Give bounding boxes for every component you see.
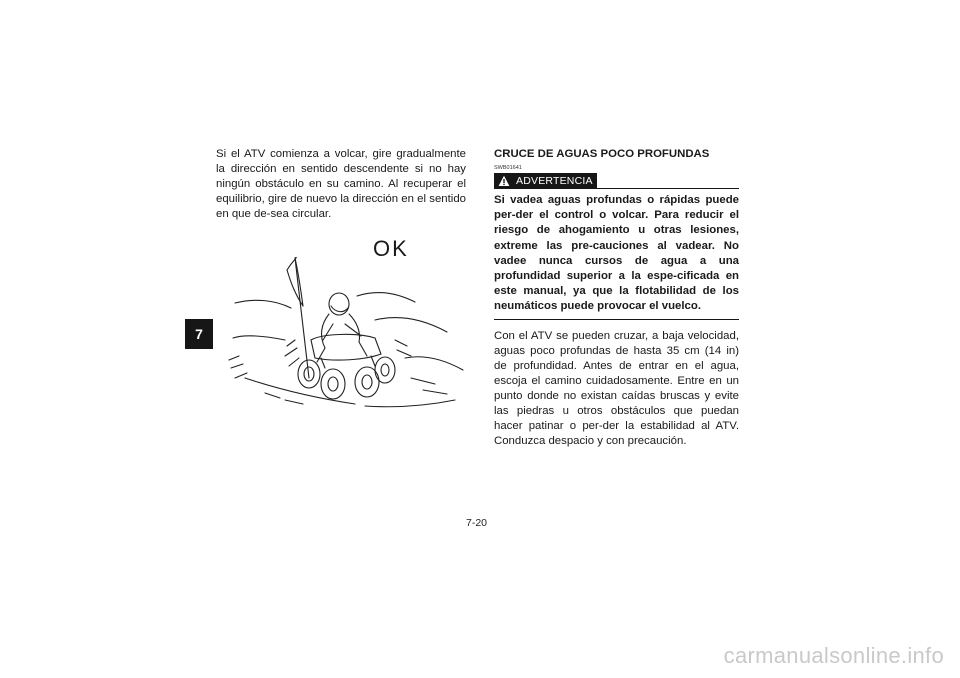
- right-paragraph: Con el ATV se pueden cruzar, a baja velocidad, aguas poco profundas de hasta 35 cm (14 in) de profundidad. Antes de entrar en el agua, escoja el camino cuidadosamente. Entre en un punto donde no existan caídas bruscas y evite las piedras u otros obstáculos que puedan hacer patinar o per-der la estabilidad al ATV. Conduzca despacio y con precaución.: [494, 329, 739, 447]
- warning-end-rule: [494, 319, 739, 320]
- atv-illustration: [225, 228, 470, 418]
- atv-rider-descending-slope-illustration: [225, 228, 470, 418]
- warning-triangle-icon: [498, 175, 510, 187]
- warning-label: ADVERTENCIA: [516, 175, 593, 187]
- chapter-number: 7: [195, 326, 203, 342]
- left-paragraph: Si el ATV comienza a volcar, gire gradualmente la dirección en sentido descendente si no hay ningún obstáculo en su camino. Al recuperar el equilibrio, gire de nuevo la dirección en el sentido en que de-sea circular.: [216, 148, 466, 220]
- left-column: [216, 147, 466, 222]
- right-column: [494, 147, 739, 449]
- ok-label: OK: [373, 236, 409, 261]
- page-number: 7-20: [466, 517, 488, 529]
- reference-code: SWB01641: [494, 165, 522, 171]
- watermark: carmanualsonline.info: [723, 643, 944, 668]
- warning-text: Si vadea aguas profundas o rápidas puede per-der el control o volcar. Para reducir el riesgo de ahogamiento u otras lesiones, extreme las pre-cauciones al vadear. No vadee nunca cursos de agua a una profundidad superior a la espe-cificada en este manual, ya que la flotabilidad de los neumáticos puede provocar el vuelco.: [494, 194, 739, 313]
- section-title: CRUCE DE AGUAS POCO PROFUNDAS: [494, 148, 710, 160]
- warning-header: [494, 173, 739, 189]
- warning-badge: [494, 173, 597, 189]
- chapter-tab: [185, 319, 213, 349]
- warning-rule: [597, 188, 739, 189]
